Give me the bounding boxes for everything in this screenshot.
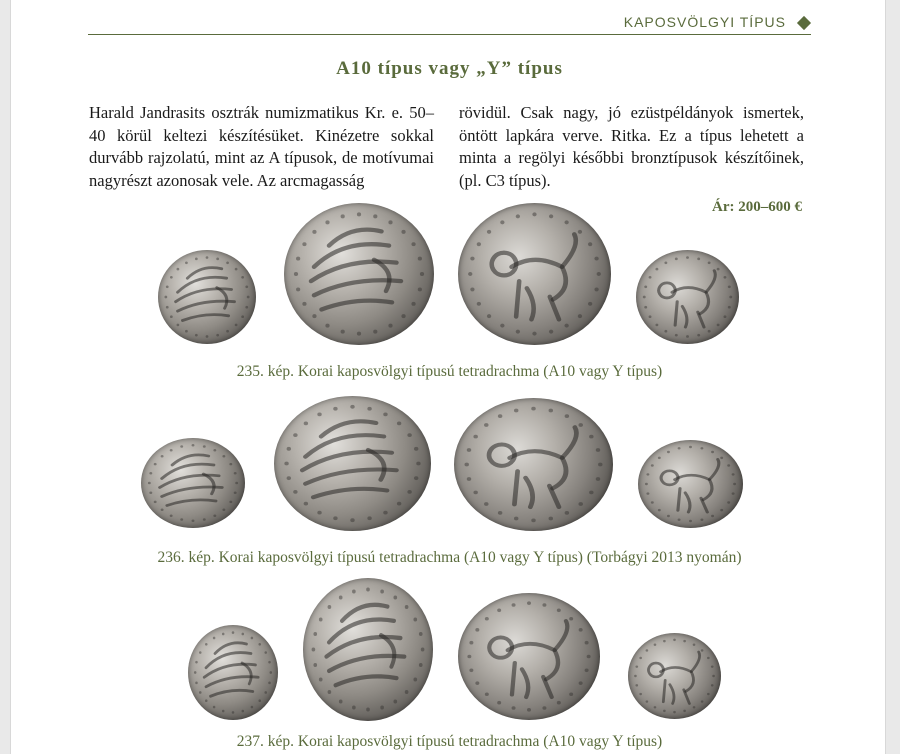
coin-236-obverse-large [274, 396, 431, 531]
text-column-left: Harald Jandrasits osztrák numizmatikus Kr. e. 50–40 körül keltezi készítésüket. Kinézetre sokkal durvább rajzolatú, mint az A típusok, de motívumai nagyrészt azonosak vele. Az arcmagasság [89, 103, 434, 190]
horse-icon [454, 398, 613, 531]
coin-236-reverse-small [638, 440, 743, 528]
celtic-head-icon [158, 250, 256, 344]
coin-236-reverse-large [454, 398, 613, 531]
coin-235-obverse-small [158, 250, 256, 344]
coin-237-obverse-large [303, 578, 433, 721]
celtic-head-icon [303, 578, 433, 721]
coin-235-reverse-large [458, 203, 611, 345]
celtic-head-icon [274, 396, 431, 531]
running-head-text: KAPOSVÖLGYI TÍPUS [623, 14, 786, 30]
horse-icon [458, 203, 611, 345]
running-head [88, 12, 811, 35]
coin-235-obverse-large [284, 203, 434, 345]
coin-237-obverse-small [188, 625, 278, 720]
figure-caption-235: 235. kép. Korai kaposvölgyi típusú tetradrachma (A10 vagy Y típus) [236, 363, 663, 380]
horse-icon [638, 440, 743, 528]
price-label: Ár: 200–600 € [712, 199, 802, 215]
figure-caption-237: 237. kép. Korai kaposvölgyi típusú tetradrachma (A10 vagy Y típus) [236, 733, 663, 750]
text-column-right: rövidül. Csak nagy, jó ezüstpéldányok ismertek, öntött lapkára verve. Ritka. Ez a típus lehetett a minta a regölyi későbbi bronztípusok készítőinek, (pl. C3 típus). [459, 103, 804, 190]
horse-icon [458, 593, 600, 720]
book-page [10, 0, 886, 754]
diamond-icon [797, 16, 811, 30]
celtic-head-icon [141, 438, 245, 528]
celtic-head-icon [188, 625, 278, 720]
horse-icon [628, 633, 721, 719]
coin-237-reverse-large [458, 593, 600, 720]
horse-icon [636, 250, 739, 344]
figure-caption-236: 236. kép. Korai kaposvölgyi típusú tetradrachma (A10 vagy Y típus) (Torbágyi 2013 nyomán) [157, 549, 742, 566]
coin-236-obverse-small [141, 438, 245, 528]
celtic-head-icon [284, 203, 434, 345]
section-title: A10 típus vagy „Y” típus [336, 58, 563, 79]
coin-235-reverse-small [636, 250, 739, 344]
coin-237-reverse-small [628, 633, 721, 719]
